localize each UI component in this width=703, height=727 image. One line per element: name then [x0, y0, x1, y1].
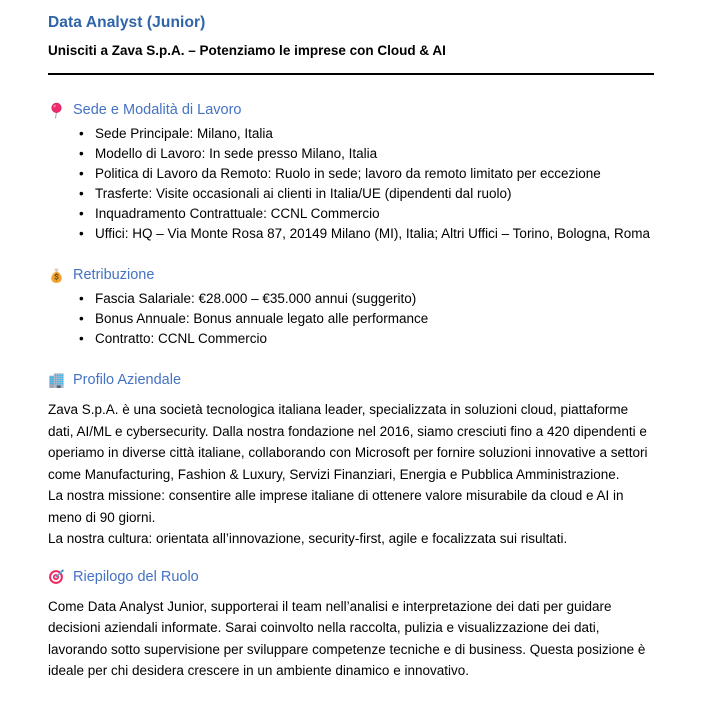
spacer	[48, 75, 655, 99]
list-item: • Uffici: HQ – Via Monte Rosa 87, 20149 Milano (MI), Italia; Altri Uffici – Torino, Bologna, Roma	[48, 224, 655, 244]
section-title: Retribuzione	[73, 267, 155, 283]
list-item: • Sede Principale: Milano, Italia	[48, 124, 655, 144]
bullet-list	[48, 289, 655, 349]
section-title: Riepilogo del Ruolo	[73, 568, 199, 585]
section-retribuzione	[48, 264, 655, 349]
round-pushpin-icon	[48, 102, 65, 119]
bullet-list	[48, 124, 655, 244]
section-sede-e-modalita-di-lavoro	[48, 99, 655, 244]
list-item: • Trasferte: Visite occasionali ai clienti in Italia/UE (dipendenti dal ruolo)	[48, 184, 655, 204]
paragraph: La nostra missione: consentire alle imprese italiane di ottenere valore misurabile da cloud e AI in meno di 90 giorni.	[48, 488, 624, 525]
page-title: Data Analyst (Junior)	[48, 14, 206, 31]
section-title: Profilo Aziendale	[73, 372, 182, 388]
page-subtitle: Unisciti a Zava S.p.A. – Potenziamo le imprese con Cloud & AI	[48, 43, 446, 58]
spacer	[48, 244, 655, 264]
paragraph: Zava S.p.A. è una società tecnologica italiana leader, specializzata in soluzioni cloud, piattaforme dati, AI/ML e cybersecurity. Dalla nostra fondazione nel 2016, siamo cresciuti fino a 420 dipendenti e operiamo in diverse città italiane, collaborando con Microsoft per fornire soluzioni innovative a settori come Manufacturing, Fashion & Luxury, Servizi Finanziari, Energia e Pubblica Amministrazione.	[48, 402, 648, 482]
section-header	[48, 264, 655, 286]
direct-hit-target-icon	[48, 568, 65, 585]
section-title: Sede e Modalità di Lavoro	[73, 102, 242, 118]
office-building-icon	[48, 372, 65, 389]
list-item: • Fascia Salariale: €28.000 – €35.000 annui (suggerito)	[48, 289, 655, 309]
list-item: • Inquadramento Contrattuale: CCNL Commercio	[48, 204, 655, 224]
paragraph: Come Data Analyst Junior, supporterai il team nell’analisi e interpretazione dei dati per guidare decisioni aziendali informate. Sarai coinvolto nella raccolta, pulizia e visualizzazione dei dati, lavorando sotto supervisione per sviluppare competenze tecniche e di business. Questa posizione è ideale per chi desidera crescere in un ambiente dinamico e innovativo.	[48, 598, 646, 678]
section-header	[48, 99, 655, 121]
money-bag-icon	[48, 267, 65, 284]
paragraph: La nostra cultura: orientata all’innovazione, security-first, agile e focalizzata sui risultati.	[48, 531, 568, 546]
section-profilo-aziendale	[48, 369, 655, 550]
section-riepilogo-del-ruolo	[48, 566, 655, 682]
section-header	[48, 566, 655, 588]
spacer	[48, 588, 655, 596]
section-header	[48, 369, 655, 391]
spacer	[48, 391, 655, 399]
list-item: • Bonus Annuale: Bonus annuale legato alle performance	[48, 309, 655, 329]
spacer	[48, 550, 655, 566]
list-item: • Politica di Lavoro da Remoto: Ruolo in sede; lavoro da remoto limitato per eccezione	[48, 164, 655, 184]
list-item: • Modello di Lavoro: In sede presso Milano, Italia	[48, 144, 655, 164]
list-item: • Contratto: CCNL Commercio	[48, 329, 655, 349]
spacer	[48, 349, 655, 369]
